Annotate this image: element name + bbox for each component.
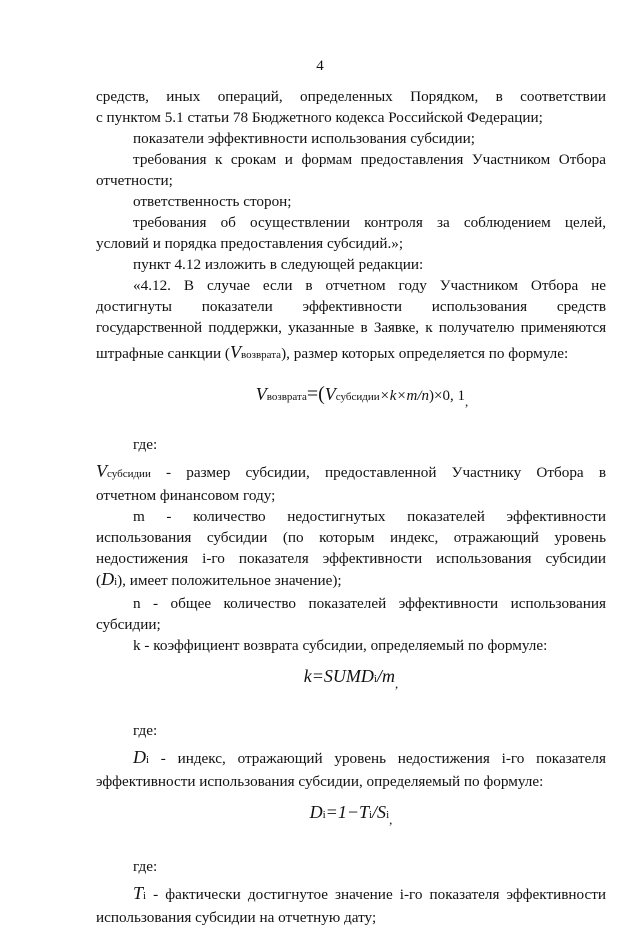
sanctions-line: штрафные санкции (Vвозврата), размер которых определяется по формуле: — [96, 342, 569, 362]
list-item-indicators: показатели эффективности использования субсидии; — [133, 130, 475, 147]
where-label: где: — [133, 722, 158, 739]
text-line: с пунктом 5.1 статьи 78 Бюджетного кодекса Российской Федерации; — [96, 109, 543, 126]
where-label: где: — [133, 436, 158, 453]
list-item-control: требования об осуществлении контроля за соблюдением целей, — [133, 214, 606, 231]
text-line: недостижения i-го показателя эффективности использования субсидии — [96, 550, 606, 567]
text-line: (Di), имеет положительное значение); — [96, 569, 342, 589]
list-item-responsibility: ответственность сторон; — [133, 193, 292, 210]
clause-4-12: «4.12. В случае если в отчетном году Участником Отбора не — [133, 277, 606, 294]
definition-d: Di - индекс, отражающий уровень недостижения i-го показателя — [133, 747, 606, 767]
text-line: отчетности; — [96, 172, 173, 189]
formula-penalty: Vвозврата=(Vсубсидии×k×m/n)×0, 1, — [255, 383, 469, 409]
definition-m: m - количество недостигнутых показателей эффективности — [133, 508, 606, 525]
formula-d: Di=1−Ti/Si, — [309, 802, 393, 827]
amendment-intro: пункт 4.12 изложить в следующей редакции: — [133, 256, 424, 273]
text-line: эффективности использования субсидии, определяемый по формуле: — [96, 773, 544, 790]
text-line: использования субсидии на отчетную дату; — [96, 909, 377, 926]
text-line: государственной поддержки, указанные в Заявке, к получателю применяются — [96, 319, 606, 336]
text-line: условий и порядка предоставления субсидий.»; — [96, 235, 404, 252]
text-line: отчетном финансовом году; — [96, 487, 276, 504]
text-line: субсидии; — [96, 616, 161, 633]
document-body — [96, 86, 606, 928]
definition-n: n - общее количество показателей эффективности использования — [133, 595, 606, 612]
definition-k: k - коэффициент возврата субсидии, определяемый по формуле: — [133, 637, 548, 654]
v-return-symbol: V — [229, 342, 241, 362]
definition-v-subsidy: Vсубсидии - размер субсидии, предоставленной Участнику Отбора в — [96, 461, 606, 481]
formula-k: k=SUMDi/m, — [303, 666, 399, 691]
page-number: 4 — [316, 58, 324, 74]
text-line: достигнуты показатели эффективности использования средств — [96, 298, 606, 315]
text-line: использования субсидии (по которым индекс, отражающий уровень — [96, 529, 606, 546]
where-label: где: — [133, 858, 158, 875]
list-item-requirements: требования к срокам и формам предоставления Участником Отбора — [133, 151, 606, 168]
text-line: средств, иных операций, определенных Порядком, в соответствии — [96, 88, 606, 105]
definition-t: Ti - фактически достигнутое значение i-го показателя эффективности — [133, 883, 606, 903]
